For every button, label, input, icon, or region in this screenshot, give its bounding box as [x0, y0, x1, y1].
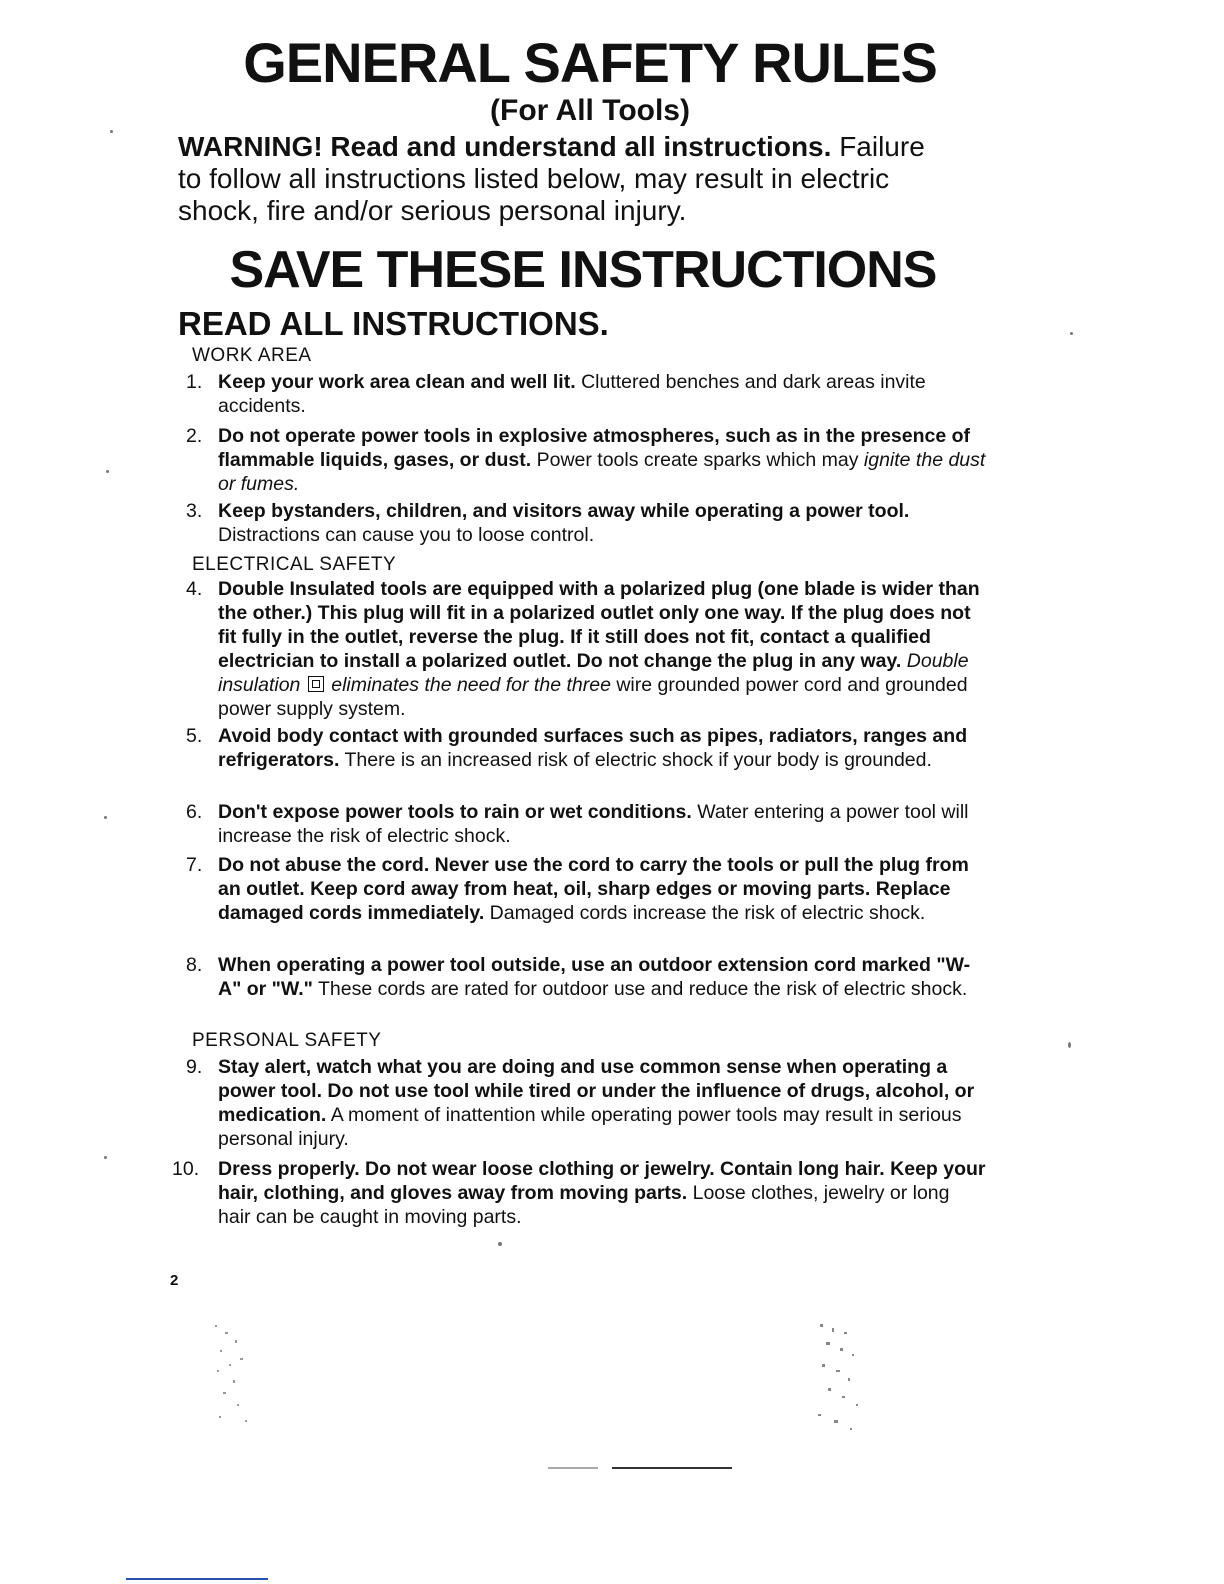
rule-italic-text: ignite the dust or fumes. — [218, 449, 986, 495]
scan-speck — [104, 816, 107, 819]
page-subtitle: (For All Tools) — [490, 94, 690, 127]
rule-text: Distractions can cause you to loose control. — [218, 524, 595, 546]
rule-number: 1. — [186, 371, 203, 393]
rule-text: Cluttered benches and dark areas invite accidents. — [218, 371, 926, 417]
rule-text: wire grounded power cord and grounded power supply system. — [218, 674, 968, 720]
warning-paragraph — [178, 131, 1018, 227]
rule-bold-text: Do not abuse the cord. Never use the cord to carry the tools or pull the plug from an outlet. Keep cord away from heat, oil, sharp edges or moving parts. Replace damaged cords immediately. — [218, 854, 969, 924]
rule-item-5 — [186, 724, 986, 772]
rule-text: These cords are rated for outdoor use and reduce the risk of electric shock. — [317, 978, 968, 1000]
section-work-area: WORK AREA — [192, 345, 312, 366]
rule-item-9 — [186, 1055, 986, 1151]
rule-item-2 — [186, 424, 986, 496]
rule-bold-text: Do not operate power tools in explosive atmospheres, such as in the presence of flammable liquids, gases, or dust. — [218, 425, 971, 471]
rule-bold-text: Keep your work area clean and well lit. — [218, 371, 576, 393]
rule-item-7 — [186, 853, 986, 925]
save-instructions-heading: SAVE THESE INSTRUCTIONS — [229, 241, 937, 299]
scan-noise-left — [205, 1320, 265, 1430]
scan-speck — [104, 1156, 107, 1159]
rule-text: There is an increased risk of electric shock if your body is grounded. — [344, 749, 932, 771]
rule-number: 10. — [172, 1158, 200, 1180]
scan-line — [548, 1467, 598, 1469]
rule-number: 3. — [186, 500, 203, 522]
scan-noise-right — [800, 1320, 880, 1440]
rule-text: Loose clothes, jewelry or long hair can be caught in moving parts. — [218, 1182, 950, 1228]
rule-number: 8. — [186, 954, 203, 976]
rule-text: Water entering a power tool will increase the risk of electric shock. — [218, 801, 969, 847]
rule-bold-text: Dress properly. Do not wear loose clothing or jewelry. Contain long hair. Keep your hair, clothing, and gloves away from moving parts. — [218, 1158, 986, 1204]
rule-number: 6. — [186, 801, 203, 823]
rule-number: 9. — [186, 1056, 203, 1078]
page-number: 2 — [170, 1272, 179, 1289]
rule-bold-text: Stay alert, watch what you are doing and use common sense when operating a power tool. Do not use tool while tired or under the influence of drugs, alcohol, or medication. — [218, 1056, 975, 1126]
scan-line — [612, 1467, 732, 1469]
section-personal-safety: PERSONAL SAFETY — [192, 1030, 382, 1051]
warning-text-3: shock, fire and/or serious personal injury. — [178, 195, 687, 226]
rule-text: A moment of inattention while operating power tools may result in serious personal injury. — [218, 1104, 962, 1150]
double-insulation-icon — [308, 676, 324, 692]
rule-text: Damaged cords increase the risk of electric shock. — [489, 902, 926, 924]
rule-number: 7. — [186, 854, 203, 876]
read-all-heading: READ ALL INSTRUCTIONS. — [178, 305, 609, 342]
warning-bold: WARNING! Read and understand all instructions. — [178, 131, 832, 162]
rule-bold-text: When operating a power tool outside, use an outdoor extension cord marked "W-A" or "W." — [218, 954, 971, 1000]
scan-speck — [1070, 332, 1073, 335]
rule-number: 4. — [186, 578, 203, 600]
page-edge-line — [126, 1578, 268, 1580]
rule-text: Power tools create sparks which may — [536, 449, 859, 471]
rule-bold-text: Avoid body contact with grounded surfaces such as pipes, radiators, ranges and refrigerators. — [218, 725, 968, 771]
page-title: GENERAL SAFETY RULES — [243, 31, 937, 94]
scan-speck — [106, 470, 109, 473]
rule-item-3 — [186, 499, 986, 547]
rule-number: 2. — [186, 425, 203, 447]
rule-bold-text: Double Insulated tools are equipped with a polarized plug (one blade is wider than the other.) This plug will fit in a polarized outlet only one way. If the plug does not fit fully in the outlet, reverse the plug. If it still does not fit, contact a qualified electrician to install a polarized outlet. Do not change the plug in any way. — [218, 578, 980, 672]
scan-speck — [1068, 1042, 1071, 1048]
warning-text-1: Failure — [839, 131, 925, 162]
rule-bold-text: Don't expose power tools to rain or wet conditions. — [218, 801, 692, 823]
rule-bold-text: Keep bystanders, children, and visitors away while operating a power tool. — [218, 500, 910, 522]
scan-speck — [498, 1242, 502, 1246]
rule-item-8 — [186, 953, 986, 1001]
rule-item-1 — [186, 370, 986, 418]
rule-item-4 — [186, 577, 986, 721]
rule-item-10 — [172, 1157, 986, 1229]
warning-text-2: to follow all instructions listed below, may result in electric — [178, 163, 890, 194]
rule-number: 5. — [186, 725, 203, 747]
rule-italic-text: Double insulation — [218, 650, 969, 696]
scan-speck — [110, 130, 113, 133]
rule-italic-text: eliminates the need for the three — [331, 674, 611, 696]
rule-item-6 — [186, 800, 986, 848]
section-electrical-safety: ELECTRICAL SAFETY — [192, 554, 397, 575]
